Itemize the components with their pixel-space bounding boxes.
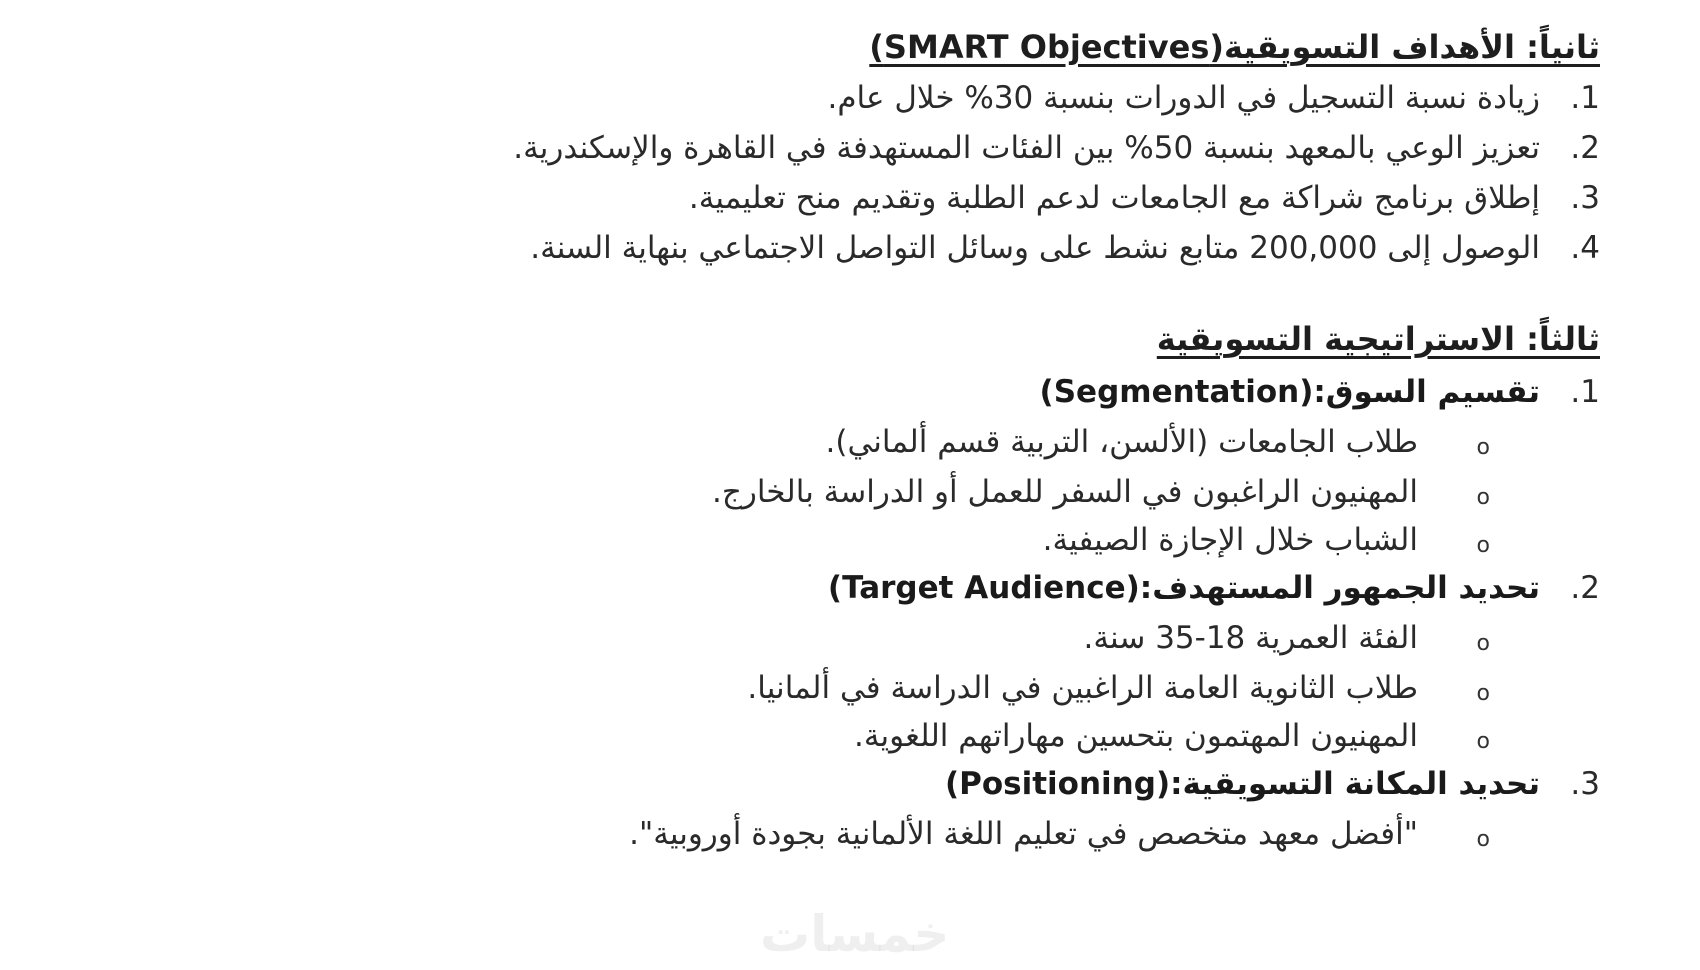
item-text: تعزيز الوعي بالمعهد بنسبة 50% بين الفئات المستهدفة في القاهرة والإسكندرية. xyxy=(513,130,1540,166)
item-number: 1. xyxy=(1570,80,1600,116)
watermark-logo: خمسات xyxy=(760,905,950,963)
item-text: الوصول إلى 200,000 متابع نشط على وسائل التواصل الاجتماعي بنهاية السنة. xyxy=(530,230,1540,266)
objective-item-4 xyxy=(530,226,1600,270)
item-title: تحديد المكانة التسويقية:(Positioning) xyxy=(944,766,1540,802)
circle-bullet-icon: o xyxy=(1476,485,1490,510)
sub-bullet-item xyxy=(826,420,1490,464)
circle-bullet-icon: o xyxy=(1476,729,1490,754)
objective-item-2 xyxy=(513,126,1600,170)
item-number: 2. xyxy=(1570,130,1600,166)
objective-item-1 xyxy=(827,76,1600,120)
heading-text: ثالثاً: الاستراتيجية التسويقية xyxy=(1156,320,1600,358)
bullet-text: المهنيون الراغبون في السفر للعمل أو الدراسة بالخارج. xyxy=(712,474,1418,510)
bullet-text: "أفضل معهد متخصص في تعليم اللغة الألمانية بجودة أوروبية". xyxy=(629,816,1418,852)
circle-bullet-icon: o xyxy=(1476,827,1490,852)
bullet-text: المهنيون المهتمون بتحسين مهاراتهم اللغوية. xyxy=(854,718,1418,754)
strategy-item-target-audience xyxy=(828,566,1600,610)
bullet-text: الشباب خلال الإجازة الصيفية. xyxy=(1042,522,1418,558)
section-heading-strategy xyxy=(1157,320,1600,358)
item-number: 4. xyxy=(1570,230,1600,266)
bullet-text: طلاب الثانوية العامة الراغبين في الدراسة في ألمانيا. xyxy=(747,670,1418,706)
item-text: زيادة نسبة التسجيل في الدورات بنسبة 30% خلال عام. xyxy=(827,80,1540,116)
sub-bullet-item xyxy=(1043,518,1490,562)
objective-item-3 xyxy=(689,176,1600,220)
item-number: 3. xyxy=(1570,180,1600,216)
sub-bullet-item xyxy=(629,812,1490,856)
strategy-item-positioning xyxy=(945,762,1600,806)
sub-bullet-item xyxy=(854,714,1490,758)
sub-bullet-item xyxy=(747,666,1490,710)
bullet-text: طلاب الجامعات (الألسن، التربية قسم ألماني). xyxy=(825,424,1418,460)
circle-bullet-icon: o xyxy=(1476,681,1490,706)
sub-bullet-item xyxy=(1084,616,1490,660)
section-heading-objectives xyxy=(869,28,1600,66)
item-number: 1. xyxy=(1570,374,1600,410)
item-text: إطلاق برنامج شراكة مع الجامعات لدعم الطلبة وتقديم منح تعليمية. xyxy=(688,180,1540,216)
sub-bullet-item xyxy=(712,470,1490,514)
bullet-text: الفئة العمرية 18-35 سنة. xyxy=(1083,620,1418,656)
item-number: 2. xyxy=(1570,570,1600,606)
item-title: تقسيم السوق:(Segmentation) xyxy=(1039,374,1540,410)
circle-bullet-icon: o xyxy=(1476,631,1490,656)
circle-bullet-icon: o xyxy=(1476,435,1490,460)
item-number: 3. xyxy=(1570,766,1600,802)
heading-text: ثانياً: الأهداف التسويقية(SMART Objectives) xyxy=(869,28,1600,66)
strategy-item-segmentation xyxy=(1040,370,1600,414)
item-title: تحديد الجمهور المستهدف:(Target Audience) xyxy=(827,570,1540,606)
circle-bullet-icon: o xyxy=(1476,533,1490,558)
